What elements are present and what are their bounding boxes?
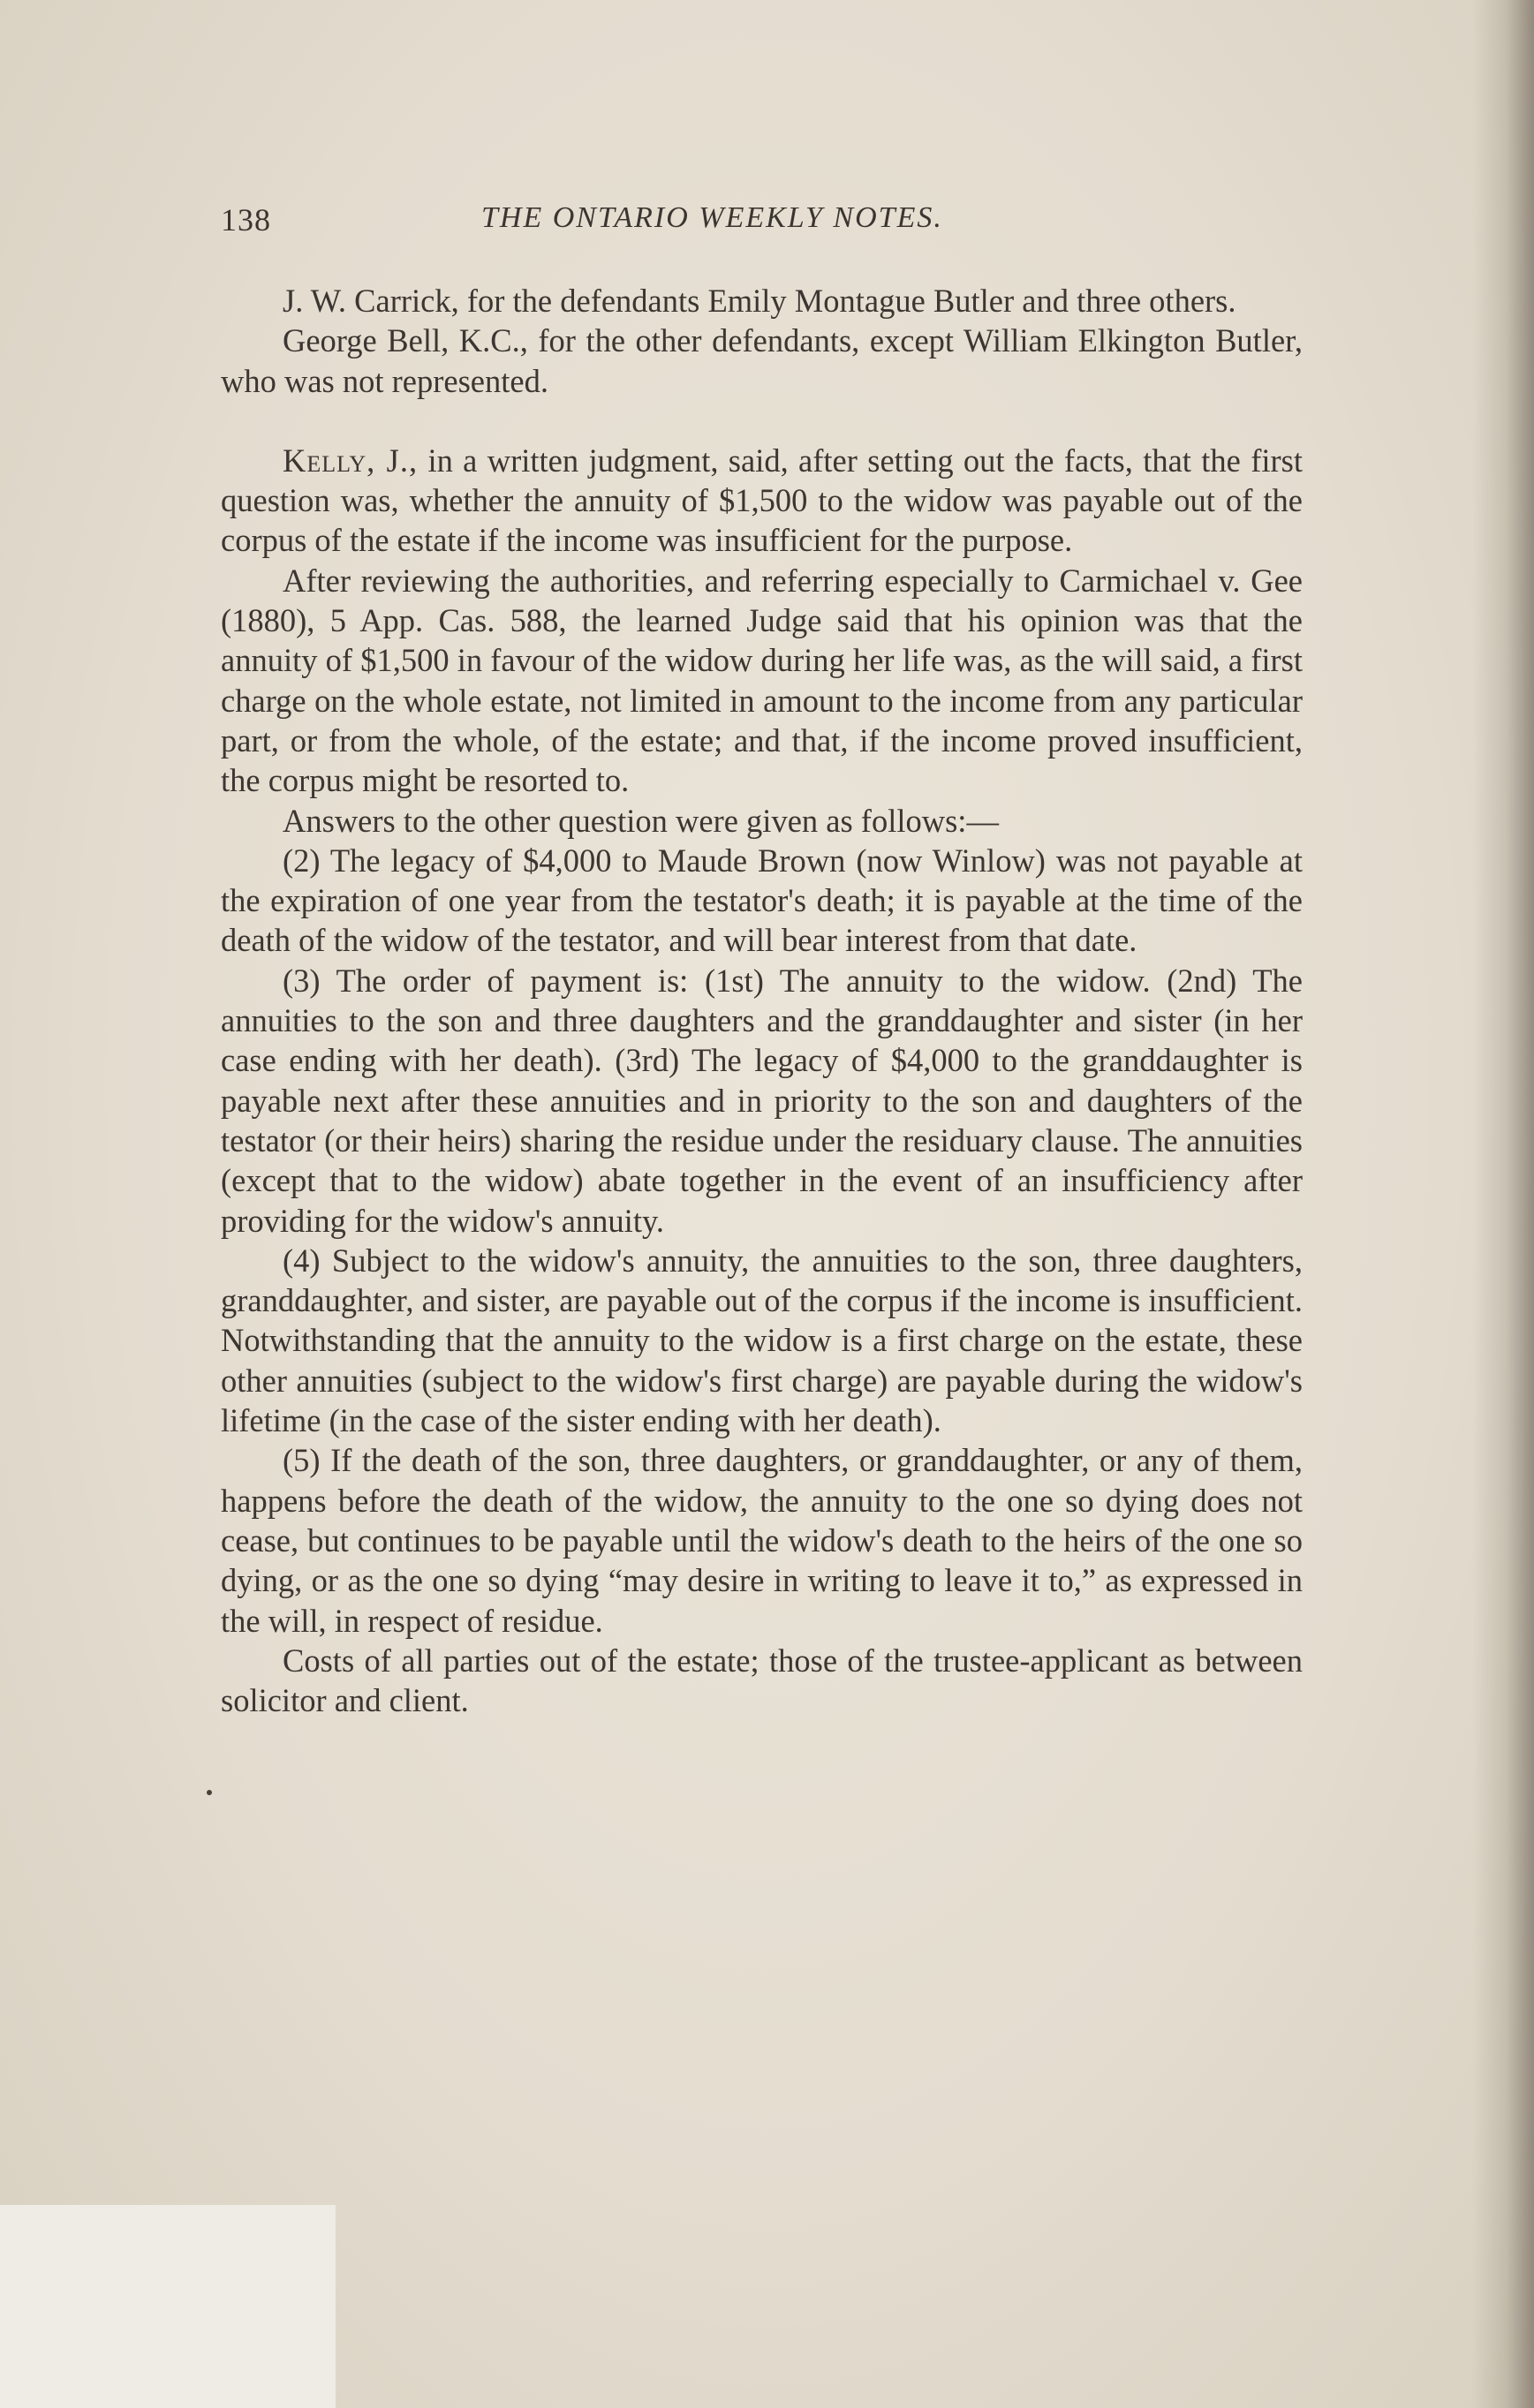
paragraph-answer-3: (3) The order of payment is: (1st) The annuity to the widow. (2nd) The annuities to the son and three daughters and the granddaughter and sister (in her case ending with her death). (3rd) The legacy of $4,000 to the granddaughter is payable next after these annuities and in priority to the son and daughters of the testator (or their heirs) sharing the residue under the residuary clause. The annuities (except that to the widow) abate together in the event of an insufficiency after providing for the widow's annuity.: [221, 962, 1303, 1239]
judge-name: Kelly, J.,: [283, 442, 419, 479]
paragraph-gap: [221, 401, 1303, 441]
page-edge-shadow: [1472, 0, 1534, 2408]
paragraph-answer-5: (5) If the death of the son, three daughters, or granddaughter, or any of them, happens before the death of the widow, the annuity to the one so dying does not cease, but continues to be payable until the widow's death to the heirs of the one so dying, or as the one so dying “may desire in writing to leave it to,” as expressed in the will, in respect of residue.: [221, 1442, 1303, 1639]
paragraph-counsel-bell: George Bell, K.C., for the other defendants, except William Elkington Butler, who was not represented.: [221, 322, 1303, 399]
paragraph-answer-2: (2) The legacy of $4,000 to Maude Brown (now Winlow) was not payable at the expiration of one year from the testator's death; it is payable at the time of the death of the widow of the testator, and will bear interest from that date.: [221, 842, 1303, 959]
page-header: [221, 201, 1307, 245]
page-number: 138: [221, 202, 271, 238]
judgment-intro-text: in a written judgment, said, after setting out the facts, that the first question was, whether the annuity of $1,500 to the widow was payable out of the corpus of the estate if the income was insufficient for the purpose.: [221, 442, 1304, 559]
paragraph-costs: Costs of all parties out of the estate; those of the trustee-applicant as between solicitor and client.: [221, 1642, 1303, 1719]
paragraph-answers-intro: Answers to the other question were given as follows:—: [283, 802, 999, 839]
paragraph-authorities: After reviewing the authorities, and referring especially to Carmichael v. Gee (1880), 5 App. Cas. 588, the learned Judge said that his opinion was that the annuity of $1,500 in favour of the widow during her life was, as the will said, a first charge on the whole estate, not limited in amount to the income from any particular part, or from the whole, of the estate; and that, if the income proved insufficient, the corpus might be resorted to.: [221, 562, 1303, 799]
scan-margin-patch: [0, 2205, 336, 2408]
running-title: THE ONTARIO WEEKLY NOTES.: [481, 201, 943, 234]
paragraph-answer-4: (4) Subject to the widow's annuity, the annuities to the son, three daughters, granddaughter, and sister, are payable out of the corpus if the income is insufficient. Notwithstanding that the annuity to the widow is a first charge on the estate, these other annuities (subject to the widow's first charge) are payable during the widow's lifetime (in the case of the sister ending with her death).: [221, 1242, 1303, 1439]
body-text: [221, 281, 1303, 1720]
paragraph-counsel-carrick: J. W. Carrick, for the defendants Emily Montague Butler and three others.: [283, 283, 1236, 319]
paragraph-judgment-intro: [221, 441, 1303, 561]
ink-mark: [207, 1790, 212, 1795]
